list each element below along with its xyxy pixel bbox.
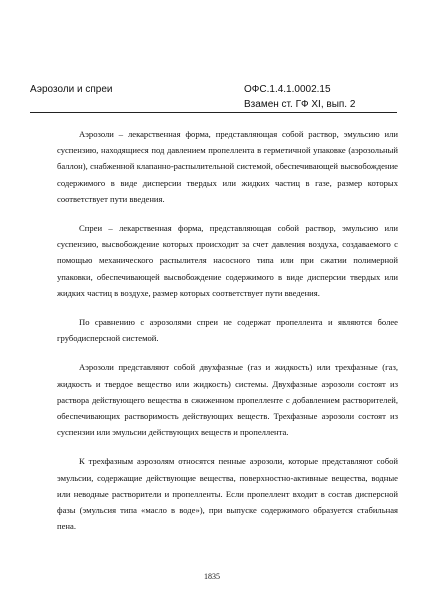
paragraph-comparison: По сравнению с аэрозолями спреи не содержат пропеллента и являются более грубодисперсной системой. xyxy=(57,317,398,344)
paragraph-sprays-definition: Спреи – лекарственная форма, представляющая собой раствор, эмульсию или суспензию, высвобождение которых происходит за счет давления воздуха, создаваемого с помощью механического распылителя насосного типа или при сжатии полимерной упаковки, обеспечивающей высвобождение содержимого в виде дисперсии твердых или жидких частиц в воздухе, размер которых соответствует пути введения. xyxy=(57,223,398,298)
replaces-note: Взамен ст. ГФ XI, вып. 2 xyxy=(244,99,356,110)
section-title: Аэрозоли и спреи xyxy=(30,84,113,95)
document-code-block xyxy=(244,82,355,112)
paragraph-aerosols-definition: Аэрозоли – лекарственная форма, представляющая собой раствор, эмульсию или суспензию, находящиеся под давлением пропеллента в герметичной упаковке (аэрозольный баллон), снабженной клапанно-распылительной системой, обеспечивающей высвобождение содержимого в виде дисперсии твердых или жидких частиц в газе, размер которых соответствует пути введения. xyxy=(57,129,398,204)
article-body xyxy=(57,126,398,547)
page-number: 1835 xyxy=(204,572,220,581)
paragraph-foam-aerosols: К трехфазным аэрозолям относятся пенные аэрозоли, которые представляют собой эмульсии, содержащие действующие вещества, поверхностно-активные вещества, водные или неводные растворители и пропелленты. Если пропеллент входит в состав дисперсной фазы (эмульсия типа «масло в воде»), при выпуске содержимого образуется стабильная пена. xyxy=(57,456,398,532)
header-divider xyxy=(30,112,397,113)
document-code: ОФС.1.4.1.0002.15 xyxy=(244,84,331,95)
paragraph-phases: Аэрозоли представляют собой двухфазные (газ и жидкость) или трехфазные (газ, жидкость и твердое вещество или жидкость) системы. Двухфазные аэрозоли состоят из раствора действующего вещества в сжиженном пропелленте с добавлением растворителей, обеспечивающих растворимость действующих веществ. Трехфазные аэрозоли состоят из суспензии или эмульсии действующих веществ и пропеллента. xyxy=(57,362,398,438)
page-header xyxy=(30,70,397,114)
